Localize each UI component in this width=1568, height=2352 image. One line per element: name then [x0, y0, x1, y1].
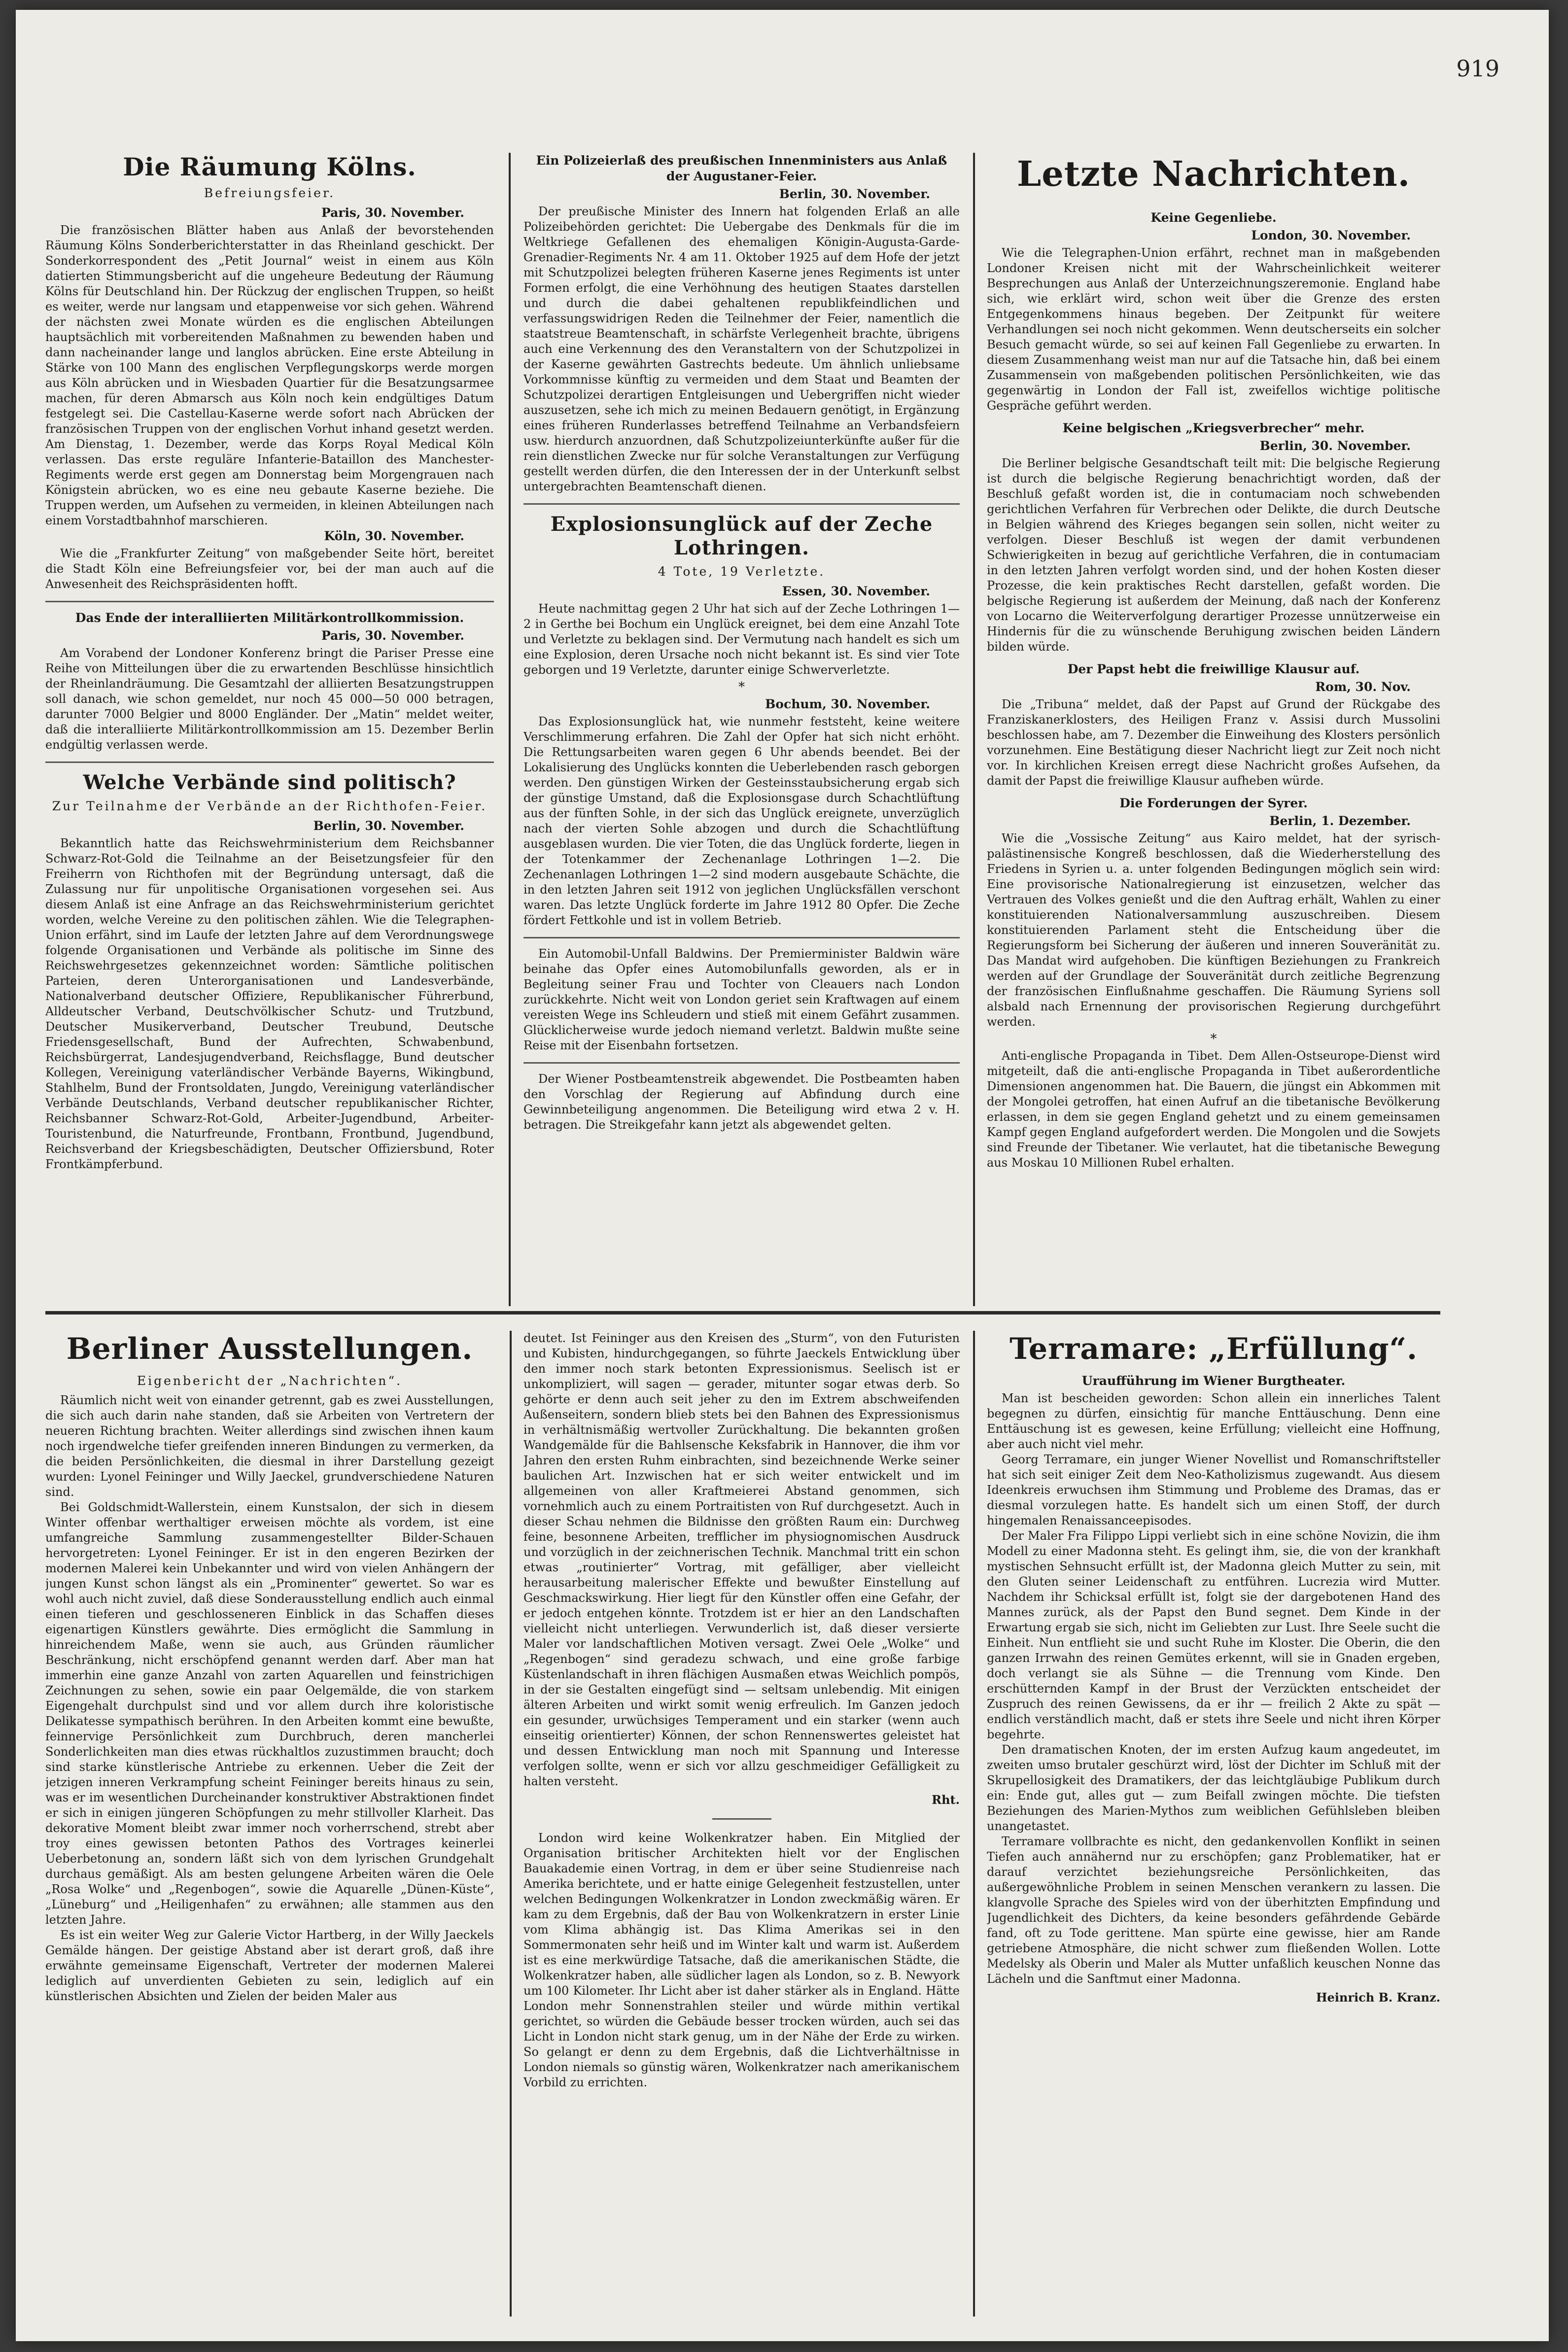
article-subheadline: Uraufführung im Wiener Burgtheater. — [1081, 1374, 1346, 1388]
article-headline: Ein Polizeierlaß des preußischen Innenministers aus Anlaß der Augustaner-Feier. — [536, 153, 947, 183]
column-5 — [523, 1331, 960, 2317]
article-paragraph: Das Explosionsunglück hat, wie nunmehr feststeht, keine weitere Verschlimmerung erfahren. Die Zahl der Opfer hat sich nicht erhöht. Die Rettungsarbeiten waren gegen 6 Uhr abends beendet. Bei der Lokalisierung des Unglücks konnten die Ueberlebenden rasch geborgen werden. Den günstigen Wirken der Gesteinsstaubsicherung ergab sich der günstige Umstand, daß die Explosionsgase durch Schachtlüftung aus der fünften Sohle, in der sich das Unglück ereignete, unverzüglich nach der vierten Sohle abzogen und durch die Schachtlüftung ausgeblasen wurden. Die vier Toten, die das Unglück forderte, liegen in der Totenkammer der Zechenanlage Lothringen 1—2. Die Zechenanlagen Lothringen 1—2 sind modern ausgebaute Schächte, die in den letzten Jahren seit 1912 von jeglichen Unglücksfällen verschont waren. Das letzte Unglück forderte im Jahre 1912 80 Opfer. Die Zeche fördert Fettkohle und ist in vollem Betrieb. — [523, 715, 960, 927]
article-paragraph: Der Wiener Postbeamtenstreik abgewendet. Die Postbeamten haben den Vorschlag der Regierung auf Abfindung durch eine Gewinnbeteiligung angenommen. Die Beteiligung wird etwa 2 v. H. betragen. Die Streikgefahr kann jetzt als abgewendet gelten. — [523, 1072, 960, 1132]
dateline: Essen, 30. November. — [782, 584, 930, 598]
article-headline: Das Ende der interalliierten Militärkontrollkommission. — [75, 611, 464, 625]
column-1 — [45, 153, 494, 1301]
article-paragraph: Die französischen Blätter haben aus Anlaß der bevorstehenden Räumung Kölns Sonderberichterstatter in das Rheinland geschickt. Der Sonderkorrespondent des „Petit Journal“ weist in einem aus Köln datierten Stimmungsbericht auf die ungeheure Bedeutung der Räumung Kölns für Deutschland hin. Der Rückzug der englischen Truppen, so heißt es weiter, werde nur langsam und etappenweise vor sich gehen. Während der nächsten zwei Monate würden es die englischen Abteilungen hauptsächlich mit vorbereitenden Maßnahmen zu bewenden haben und dann nacheinander lange und langlos abrücken. Eine erste Abteilung in Stärke von 100 Mann des englischen Verpflegungskorps werde morgen aus Köln abrücken und in Wiesbaden Quartier für die Besatzungsarmee machen, für deren Abmarsch aus Köln noch kein endgültiges Datum festgelegt sei. Die Castellau-Kaserne werde sofort nach Abrücken der französischen Truppen von der englischen Vorhut inhand gesetzt werden. Am Dienstag, 1. Dezember, werde das Korps Royal Medical Köln verlassen. Das erste reguläre Infanterie-Bataillon des Manchester-Regiments werde erst gegen am Donnerstag beim Morgengrauen nach Königstein abrücken, wo es eine neu gebaute Kaserne beziehe. Die Truppen werden, um Aufsehen zu vermeiden, in kleinen Abteilungen nach einem Vorstadtbahnhof marschieren. — [45, 223, 494, 527]
column-2 — [523, 153, 960, 1301]
article-headline: Explosionsunglück auf der Zeche Lothringen. — [550, 513, 933, 559]
article-paragraph: Bei Goldschmidt-Wallerstein, einem Kunstsalon, der sich in diesem Winter offenbar werthaltiger erweisen möchte als vordem, ist eine umfangreiche Sammlung zusammengestellter Bilder-Schauen hervorgetreten: Lyonel Feininger. Er ist in den engeren Bezirken der modernen Malerei kein Unbekannter und wird von vielen Anhängern der jungen Kunst schon längst als ein „Prominenter“ gewertet. So war es wohl auch nicht zuviel, daß diese Sonderausstellung endlich auch einmal einen tieferen und geschlosseneren Einblick in das Schaffen dieses eigenartigen Künstlers gewährte. Dies ermöglicht die Sammlung in hinreichendem Maße, wenn sie auch, aus Gründen räumlicher Beschränkung, nicht erschöpfend genannt werden darf. Aber man hat immerhin eine ganze Anzahl von zarten Aquarellen und feinstrichigen Zeichnungen zu sehen, sowie ein paar Oelgemälde, die von starkem Eigengehalt durchpulst sind und vor allem durch ihre koloristische Delikatesse sympathisch berühren. In den Arbeiten kommt eine bewußte, feinnervige Persönlichkeit zum Durchbruch, deren mancherlei Sonderlichkeiten man dies etwas rückhaltlos zuzustimmen braucht; doch sind starke künstlerische Antriebe zu erkennen. Ueber die Zeit der jetzigen inneren Verkrampfung scheint Feininger bereits hinaus zu sein, was er im wesentlichen Durcheinander konstruktiver Abstraktionen findet er sich in einigen jüngeren Schöpfungen zu mehr stillvoller Klarheit. Das dekorative Moment bleibt zwar immer noch vorherrschend, strebt aber troy eines gewissen betonten Pathos des Vortrages keinerlei Ueberbetonung an, sondern läßt sich von dem lyrischen Grundgehalt durchaus gemäßigt. Als am besten gelungene Arbeiten wären die Oele „Rosa Wolke“ und „Regenbogen“, sowie die Aquarelle „Dünen-Küste“, „Lüneburg“ und „Heiligenhafen“ zu erwähnen; alle stammen aus den letzten Jahre. — [45, 1500, 494, 1927]
section-title: Letzte Nachrichten. — [1016, 153, 1411, 194]
dateline: Paris, 30. November. — [321, 628, 464, 643]
article-headline: Keine Gegenliebe. — [1150, 210, 1277, 225]
dateline: Köln, 30. November. — [324, 529, 464, 543]
dateline: Bochum, 30. November. — [765, 697, 930, 711]
article-paragraph: Bekanntlich hatte das Reichswehrministerium dem Reichsbanner Schwarz-Rot-Gold die Teilnahme an der Beisetzungsfeier für den Freiherrn von Richthofen mit der Begründung untersagt, daß die Zulassung nur für unpolitische Organisationen vorgesehen sei. Aus diesem Anlaß ist eine Anfrage an das Reichswehrministerium gerichtet worden, welche Vereine zu den politischen zählen. Wie die Telegraphen-Union erfährt, sind im Laufe der letzten Jahre auf dem Verordnungswege folgende Organisationen und Verbände als politische im Sinne des Reichswehrgesetzes gekennzeichnet worden: Sämtliche politischen Parteien, deren Unterorganisationen und Landesverbände, Nationalverband deutscher Offiziere, Republikanischer Führerbund, Alldeutscher Verband, Deutschvölkischer Schutz- und Trutzbund, Deutscher Musikerverband, Deutscher Treubund, Deutsche Friedensgesellschaft, Bund der Aufrechten, Schwabenbund, Reichsbürgerrat, Landesjugendverband, Reichsflagge, Bund deutscher Kollegen, Vereinigung vaterländischer Verbände Bayerns, Wikingbund, Stahlhelm, Bund der Frontsoldaten, Jungdo, Vereinigung vaterländischer Verbände Deutschlands, Verband deutscher republikanischer Richter, Reichsbanner Schwarz-Rot-Gold, Arbeiter-Jugendbund, Arbeiter-Touristenbund, die Naturfreunde, Frontbann, Frontbund, Jugendbund, Reichsverband der Kriegsbeschädigten, Deutscher Offiziersbund, Roter Frontkämpferbund. — [45, 836, 494, 1171]
column-rule — [973, 1331, 975, 2317]
article-paragraph: Räumlich nicht weit von einander getrennt, gab es zwei Ausstellungen, die sich auch darin nahe standen, daß sie Arbeiten von Vertretern der neueren Richtung brachten. Weiter allerdings sind zwischen ihnen kaum noch irgendwelche tiefer greifenden inneren Bindungen zu vermerken, da die beiden Persönlichkeiten, die diesmal in ihrer Darstellung gezeigt wurden: Lyonel Feininger und Willy Jaeckel, grundverschiedene Naturen sind. — [45, 1393, 494, 1499]
article-paragraph: Wie die „Vossische Zeitung“ aus Kairo meldet, hat der syrisch-palästinensische Kongreß beschlossen, daß die Wiederherstellung des Friedens in Syrien u. a. unter folgenden Bedingungen möglich sein wird: Eine provisorische Nationalregierung ist einzusetzen, welcher das Vertrauen des Volkes genießt und die den Auftrag erhält, Wahlen zu einer konstituierenden Nationalversammlung auszuschreiben. Diesem konstituierenden Parlament steht die Entscheidung über die Regierungsform bei Sicherung der äußeren und inneren Souveränität zu. Das Mandat wird aufgehoben. Die künftigen Beziehungen zu Frankreich werden auf der Grundlage der Souveränität durch zeitliche Begrenzung der französischen Einflußnahme geschaffen. Die Räumung Syriens soll alsbald nach Ernennung der provisorischen Regierung durchgeführt werden. — [987, 831, 1440, 1029]
article-paragraph: Man ist bescheiden geworden: Schon allein ein innerliches Talent begegnen zu dürfen, einsichtig für manche Enttäuschung. Denn eine Enttäuschung ist es gewesen, keine Erfüllung; vielleicht eine Hoffnung, aber auch nicht viel mehr. — [987, 1391, 1440, 1451]
column-4 — [45, 1331, 494, 2317]
article-headline: Berliner Ausstellungen. — [66, 1332, 473, 1366]
separator-star: * — [1210, 1032, 1217, 1046]
article-headline: Keine belgischen „Kriegsverbrecher“ mehr. — [1062, 421, 1365, 435]
article-paragraph: Der preußische Minister des Innern hat folgenden Erlaß an alle Polizeibehörden gerichtet: Die Uebergabe des Denkmals für die im Weltkriege Gefallenen des ehemaligen Königin-Augusta-Garde-Grenadier-Regiments Nr. 4 am 11. Oktober 1925 auf dem Hofe der jetzt mit Schutzpolizei belegten früheren Kaserne jenes Regiments ist unter Formen erfolgt, die eine Verhöhnung des heutigen Staates darstellen und durch die dabei gehaltenen republikfeindlichen und verfassungswidrigen Reden die Teilnehmer der Feier, namentlich die staatstreue Beamtenschaft, in schärfste Verlegenheit brachte, übrigens auch eine Verkennung des den Veranstaltern von der Schutzpolizei in der Kaserne gewährten Gastrechts bedeute. Um ähnlich unliebsame Vorkommnisse künftig zu vermeiden und dem Staat und Beamten der Schutzpolizei derartigen Entgleisungen und Uebergriffen nicht wieder auszusetzen, sehe ich mich zu meinen Bedauern genötigt, in Ergänzung eines früheren Runderlasses betreffend Teilnahme an Verbandsfeiern usw. hierdurch anzuordnen, daß Schutzpolizeiunterkünfte außer für die rein dienstlichen Zwecke nur für solche Veranstaltungen zur Verfügung gestellt werden dürfen, die den Interessen der in der Unterkunft selbst untergebrachten Beamtenschaft dienen. — [523, 205, 960, 493]
article-paragraph: Terramare vollbrachte es nicht, den gedankenvollen Konflikt in seinen Tiefen auch annähernd nur zu erschöpfen; ganz Problematiker, hat er darauf verzichtet beziehungsreiche Persönlichkeiten, das außergewöhnliche Problem in seinen Menschen verankern zu lassen. Die klangvolle Sprache des Spieles wird von der überhitzten Empfindung und Jugendlichkeit des Dichters, da keine besonders gefährdende Gebärde fand, oft zu Tode gerittene. Man spürte eine gewisse, hier am Rande getriebene Atmosphäre, die nicht schwer zum fließenden Wollen. Lotte Medelsky als Oberin und Maler als Mutter unfaßlich keuschen Nonne das Lächeln und die Sanftmut einer Madonna. — [987, 1834, 1440, 1986]
article-paragraph: Der Maler Fra Filippo Lippi verliebt sich in eine schöne Novizin, die ihm Modell zu einer Madonna steht. Es gelingt ihm, sie, die von der krankhaft mystischen Sehnsucht erfüllt ist, der Madonna gleich Mutter zu sein, mit den Gluten seiner Leidenschaft zu entführen. Lucrezia wird Mutter. Nachdem ihr Schicksal erfüllt ist, folgt sie der dargebotenen Hand des Mannes zurück, als der Papst den Bund segnet. Dem Kinde in der Erwartung ergab sie sich, nicht im Geliebten zur Lust. Ihre Seele sucht die Einheit. Nun entflieht sie und sucht Ruhe im Kloster. Die Oberin, die den ganzen Irrwahn des reinen Gemütes erkennt, will sie in Gnaden ergeben, doch verlangt sie als Sühne — die Trennung vom Kinde. Den erschütternden Kampf in der Brust der Verzückten entscheidet der Zuspruch des reinen Gewissens, da er ihr — freilich 2 Akte zu spät — endlich verständlich macht, daß er stets ihre Seele und nicht ihren Körper begehrte. — [987, 1529, 1440, 1741]
article-paragraph: Anti-englische Propaganda in Tibet. Dem Allen-Ostseurope-Dienst wird mitgeteilt, daß die anti-englische Propaganda in Tibet außerordentliche Dimensionen angenommen hat. Die Bauern, die jüngst ein Abkommen mit der Mongolei getroffen, hat einen Aufruf an die tibetanische Bevölkerung erlassen, in dem sie gegen England gehetzt und zu einem gemeinsamen Kampf gegen England aufgefordert werden. Die Mongolen und die Sowjets sind Freunde der Tibetaner. Wie verlautet, hat die tibetanische Bewegung aus Moskau 10 Millionen Rubel erhalten. — [987, 1049, 1440, 1170]
divider — [523, 503, 960, 505]
page-number: 919 — [1456, 55, 1499, 82]
newspaper-page — [16, 10, 1549, 2341]
article-paragraph: Georg Terramare, ein junger Wiener Novellist und Romanschriftsteller hat sich seit einiger Zeit dem Neo-Katholizismus zugewandt. Aus diesem Ideenkreis erwuchsen ihm Stimmung und Probleme des Dramas, das er diesmal vorzulegen hatte. Es handelt sich um einen Stoff, der durch hingemalen Renaissanceepisodes. — [987, 1453, 1440, 1527]
article-headline: Der Papst hebt die freiwillige Klausur auf. — [1067, 662, 1360, 676]
article-subheadline: 4 Tote, 19 Verletzte. — [658, 564, 826, 579]
article-subheadline: Befreiungsfeier. — [204, 186, 336, 200]
article-subheadline: Zur Teilnahme der Verbände an der Richthofen-Feier. — [52, 799, 488, 813]
column-6 — [987, 1331, 1440, 2317]
article-paragraph: Wie die „Frankfurter Zeitung“ von maßgebender Seite hört, bereitet die Stadt Köln eine Befreiungsfeier vor, bei der man auch auf die Anwesenheit des Reichspräsidenten hofft. — [45, 547, 494, 591]
article-headline: Welche Verbände sind politisch? — [83, 771, 456, 794]
divider — [523, 937, 960, 938]
dateline: Berlin, 30. November. — [779, 187, 930, 201]
article-paragraph: Den dramatischen Knoten, der im ersten Aufzug kaum angedeutet, im zweiten umso brutaler geschürzt wird, löst der Dichter im Schluß mit der Skrupellosigkeit des Dramatikers, der das leichtgläubige Publikum durch ein: Ende gut, alles gut — zum Beifall zwingen möchte. Die tiefsten Beziehungen des Marien-Mythos zum weiblichen Gefühlsleben bleiben unangetastet. — [987, 1743, 1440, 1833]
divider — [712, 1818, 771, 1820]
article-paragraph: Die Berliner belgische Gesandtschaft teilt mit: Die belgische Regierung ist durch die belgische Regierung benachrichtigt worden, daß der Beschluß gefaßt worden ist, die in contumaciam noch schwebenden gerichtlichen Verfahren für Verbrechen oder Delikte, die durch Deutsche in Belgien während des Krieges begangen sein sollen, nicht weiter zu verfolgen. Dieser Beschluß ist wegen der damit verbundenen Schwierigkeiten in bezug auf gerichtliche Verfahren, die in contumaciam in den letzten Jahren verfolgt worden sind, und der hohen Kosten dieser Prozesse, die kein praktisches Recht darstellen, gefaßt worden. Die belgische Regierung ist außerdem der Meinung, daß nach der Konferenz von Locarno die Weiterverfolgung derartiger Prozesse unnützerweise ein Hindernis für die zu wünschende Beruhigung zwischen beiden Ländern bilden würde. — [987, 456, 1440, 654]
separator-star: * — [738, 680, 745, 694]
article-paragraph: Die „Tribuna“ meldet, daß der Papst auf Grund der Rückgabe des Franziskanerklosters, des Heiligen Franz v. Assisi durch Mussolini beschlossen habe, am 7. Dezember die Einweihung des Klosters persönlich vorzunehmen. Eine Bestätigung dieser Nachricht liegt zur Zeit noch nicht vor. In kirchlichen Kreisen erregt diese Nachricht großes Aufsehen, da damit der Papst die freiwillige Klausur aufheben würde. — [987, 697, 1440, 788]
article-headline: Terramare: „Erfüllung“. — [1010, 1332, 1418, 1366]
article-paragraph: Es ist ein weiter Weg zur Galerie Victor Hartberg, in der Willy Jaeckels Gemälde hängen. Der geistige Abstand aber ist derart groß, daß ihre erwähnte gemeinsame Eigenschaft, Vertreter der modernen Malerei lediglich auf unverdienten Gebieten zu sein, lediglich auf ein künstlerischen Absichten und Zielen der beiden Maler aus — [45, 1928, 494, 2003]
dateline: Rom, 30. Nov. — [1315, 680, 1411, 694]
column-3 — [987, 153, 1440, 1301]
column-rule — [973, 153, 975, 1306]
article-paragraph: deutet. Ist Feininger aus den Kreisen des „Sturm“, von den Futuristen und Kubisten, hindurchgegangen, so führte Jaeckels Entwicklung über den immer noch stark betonten Expressionismus. Seelisch ist er unkompliziert, will sagen — gerader, mitunter sogar etwas derb. So gehörte er denn auch seit jeher zu den im Extrem abschweifenden Außenseitern, sondern blieb stets bei den Bahnen des Expressionismus in verhältnismäßig wertvoller Zurückhaltung. Die bekannten großen Wandgemälde für die Bahlsensche Keksfabrik in Hannover, die ihm vor Jahren den ersten Ruhm einbrachten, sind bezeichnende Werke seiner baulichen Art. Inzwischen hat er sich weiter entwickelt und im allgemeinen von aller Kraftmeierei Abstand genommen, sich vornehmlich auch zu einem Portraitisten von Ruf durchgesetzt. Auch in dieser Schau nehmen die Bildnisse den größten Raum ein: Durchweg feine, besonnene Arbeiten, trefflicher im physiognomischen Ausdruck und vorzüglich in der zeichnerischen Technik. Manchmal tritt ein schon etwas „routinierter“ Vortrag, mit gefälliger, aber vielleicht herausarbeitung malerischer Effekte und bewußter Einstellung auf Geschmackswirkung. Hier liegt für den Künstler offen eine Gefahr, der er jedoch entgehen könnte. Trotzdem ist er hier an den Landschaften vielleicht nicht unterliegen. Verwunderlich ist, daß dieser versierte Maler vor landschaftlichen Motiven versagt. Zwei Oele „Wolke“ und „Regenbogen“ sind geradezu schwach, und eine große farbige Küstenlandschaft in ihren flächigen Ausmaßen etwas Weichlich pompös, in der sie Gestalten eingefügt sind — seltsam unlebendig. Mit einigen älteren Arbeiten und wirkt somit wenig erfreulich. Im Ganzen jedoch ein gesunder, urwüchsiges Temperament und ein starker (wenn auch einseitig orientierter) Können, der schon Rennenswertes geleistet hat und dessen Entwicklung man noch mit Spannung und Interesse verfolgen sollte, wenn er sich vor allzu geschmeidiger Gefälligkeit zu halten versteht. — [523, 1331, 960, 1788]
section-rule — [45, 1311, 1440, 1314]
article-byline: Rht. — [932, 1793, 960, 1807]
dateline: London, 30. November. — [1251, 228, 1411, 242]
dateline: Berlin, 30. November. — [1259, 439, 1411, 453]
dateline: Berlin, 1. Dezember. — [1269, 814, 1411, 828]
article-subheadline: Eigenbericht der „Nachrichten“. — [137, 1374, 403, 1388]
column-rule — [509, 153, 511, 1306]
article-byline: Heinrich B. Kranz. — [1316, 1990, 1440, 2005]
article-headline: Die Räumung Kölns. — [123, 153, 417, 181]
divider — [523, 1062, 960, 1064]
dateline: Paris, 30. November. — [321, 206, 464, 220]
divider — [45, 601, 494, 602]
article-paragraph: Ein Automobil-Unfall Baldwins. Der Premierminister Baldwin wäre beinahe das Opfer eines Automobilunfalls geworden, als er in Begleitung seiner Frau und Tochter von Cleauers nach London zurückkehrte. Nicht weit von London geriet sein Kraftwagen auf einem vereisten Wege ins Schleudern und stieß mit einem Gefährt zusammen. Glücklicherweise wurde jedoch niemand verletzt. Baldwin mußte seine Reise mit der Eisenbahn fortsetzen. — [523, 947, 960, 1052]
article-paragraph: Heute nachmittag gegen 2 Uhr hat sich auf der Zeche Lothringen 1—2 in Gerthe bei Bochum ein Unglück ereignet, bei dem eine Anzahl Tote und Verletzte zu beklagen sind. Der Vermutung nach handelt es sich um eine Explosion, deren Ursache noch nicht bekannt ist. Es sind vier Tote geborgen und 19 Verletzte, darunter einige Schwerverletzte. — [523, 602, 960, 677]
article-paragraph: London wird keine Wolkenkratzer haben. Ein Mitglied der Organisation britischer Architekten hielt vor der Englischen Bauakademie einen Vortrag, in dem er über seine Studienreise nach Amerika berichtete, und er hatte einige Gelegenheit festzustellen, unter welchen Bedingungen Wolkenkratzer in London zweckmäßig wären. Er kam zu dem Ergebnis, daß der Bau von Wolkenkratzern in erster Linie vom Klima abhängig ist. Das Klima Amerikas sei in den Sommermonaten sehr heiß und im Winter kalt und warm ist. Außerdem ist es eine merkwürdige Tatsache, daß die amerikanischen Städte, die Wolkenkratzer haben, alle südlicher lagen als London, so z. B. Newyork um 100 Kilometer. Ihr Licht aber ist daher stärker als in England. Hätte London mehr Sonnenstrahlen steiler und würde mithin vertikal gerichtet, so würden die Gebäude besser trocken würden, auch sei das Licht in London nicht stark genug, um in der Nähe der Erde zu wirken. So gelangt er denn zu dem Ergebnis, daß die Lichtverhältnisse in London niemals so günstig wären, Wolkenkratzer nach amerikanischem Vorbild zu errichten. — [523, 1831, 960, 2089]
article-headline: Die Forderungen der Syrer. — [1119, 796, 1308, 810]
dateline: Berlin, 30. November. — [313, 819, 464, 833]
divider — [45, 761, 494, 763]
column-rule — [510, 1331, 512, 2317]
article-paragraph: Wie die Telegraphen-Union erfährt, rechnet man in maßgebenden Londoner Kreisen nicht mit der Wahrscheinlichkeit weiterer Besprechungen aus Anlaß der Unterzeichnungszeremonie. England habe sich, wie erklärt wird, schon weit über die Grenze des ersten Entgegenkommens hinaus begeben. Der Zeitpunkt für weitere Verhandlungen sei noch nicht gekommen. Wenn deutscherseits ein solcher Besuch gemacht würde, so sei auf keinen Fall Gegenliebe zu erwarten. In diesem Zusammenhang weist man nur auf die Tatsache hin, daß bei einem Zusammensein von maßgebenden politischen Persönlichkeiten, wie das gegenwärtig in London der Fall ist, zweifellos wichtige politische Gespräche geführt werden. — [987, 246, 1440, 413]
article-paragraph: Am Vorabend der Londoner Konferenz bringt die Pariser Presse eine Reihe von Mitteilungen über die zu erwartenden Beschlüsse hinsichtlich der Rheinlandräumung. Die Gesamtzahl der alliierten Besatzungstruppen soll danach, wie schon gemeldet, nur noch 45 000—50 000 betragen, darunter 7000 Belgier und 8000 Engländer. Der „Matin“ meldet weiter, daß die interalliierte Militärkontrollkommission am 15. Dezember Berlin endgültig verlassen werde. — [45, 646, 494, 752]
